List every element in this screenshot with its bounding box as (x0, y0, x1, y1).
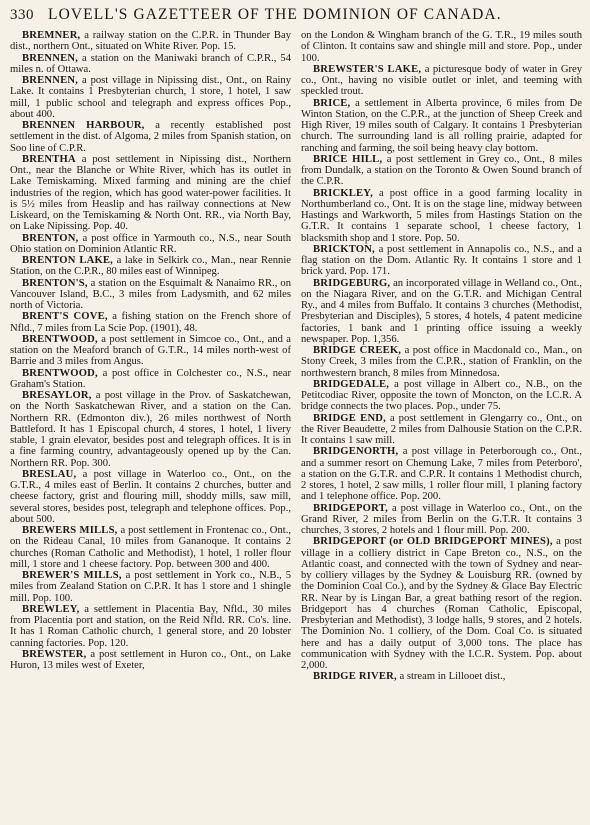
entry-term: BRIDGE CREEK, (313, 345, 402, 356)
page-header (10, 6, 582, 28)
entry-text: a post office in Macdonald co., Man., on Stony Creek, 3 miles from the C.P.R., station of Franklin, on the northwestern branch, 8 miles from Minnedosa. (301, 345, 582, 379)
entry-text: a picturesque body of water in Grey co., Ont., having no visible outlet or inlet, and teeming with speckled trout. (301, 63, 582, 98)
entry-text: a post settlement in York co., N.B., 5 miles from Zealand Station on C.P.R. It has 1 store and 1 shingle mill. Pop. 100. (10, 570, 291, 604)
entry-term: BRIDGEBURG, (313, 277, 391, 289)
entry-term: BREWERS MILLS, (22, 525, 118, 536)
entry-text: on the London & Wingham branch of the G. T.R., 19 miles south of Clinton. It contains saw and shingle mill and store. Pop., under 100. (301, 30, 582, 64)
entry-text: a post office in Colchester co., N.S., near Graham's Station. (10, 367, 291, 390)
gazetteer-entry (10, 311, 291, 334)
entry-term: BRENTON'S, (22, 277, 88, 289)
entry-term: BRIDGEDALE, (313, 378, 390, 390)
entry-text: a stream in Lillooet dist., (396, 671, 506, 683)
gazetteer-entry (10, 75, 291, 120)
gazetteer-entry (10, 255, 291, 278)
gazetteer-entry (301, 671, 582, 682)
gazetteer-entry (10, 278, 291, 312)
gazetteer-entry (301, 413, 582, 447)
gazetteer-entry (10, 649, 291, 672)
entry-term: BRESLAU, (22, 468, 77, 480)
entry-term: BRICKLEY, (313, 187, 373, 199)
entry-term: BRICE HILL, (313, 153, 383, 165)
entry-text: a settlement in Alberta province, 6 miles from De Winton Station, on the C.P.R., at the junction of Sheep Creek and High River, 19 miles south of Calgary. It contains 1 Presbyterian church. The surrounding land is all rolling prairie, adapted for ranching and farming, the soil being heavy clay bottom. (301, 97, 582, 154)
gazetteer-entry (10, 334, 291, 368)
entry-term: BRIDGE RIVER, (313, 671, 397, 683)
entry-text: a fishing station on the French shore of Nfld., 7 miles from La Scie Pop. (1901), 48. (10, 311, 291, 334)
gazetteer-entry (301, 379, 582, 413)
entry-text: a post settlement in Glengarry co., Ont., on the River Beaudette, 2 miles from Dalhousie Station on the C.P.R. It contains 1 saw mill. (301, 412, 582, 446)
entry-term: BRENTHA (22, 153, 76, 165)
gazetteer-entry (10, 233, 291, 256)
gazetteer-entry (10, 30, 291, 53)
entry-term: BRENNEN HARBOUR, (22, 120, 145, 131)
entry-term: BREWSTER'S LAKE, (313, 63, 422, 75)
entry-term: BRIDGENORTH, (313, 446, 399, 458)
left-column (10, 30, 291, 825)
gazetteer-entry (10, 368, 291, 391)
entry-term: BRENTON, (22, 232, 79, 244)
gazetteer-entry (301, 503, 582, 537)
gazetteer-entry (10, 570, 291, 604)
entry-text: a post village in the Prov. of Saskatchewan, on the North Saskatchewan River, and a station on the Can. Northern RR. (Edmonton div.), 26 miles northwest of North Battleford. It has 1 Episcopal church, 4 stores, 1 hotel, 1 livery stable, 1 grain elevator, besides post and telegraph offices. It is in a fine farming country, advantageously opened up by the Can. Northern RR. Pop. 300. (10, 390, 291, 469)
entry-text: a post village in Waterloo co., Ont., on the Grand River, 2 miles from Berlin on the G.T.R. It contains 3 churches, 3 stores, 2 hotels and 1 flour mill. Pop. 200. (301, 502, 582, 536)
entry-term: BRIDGEPORT (or OLD BRIDGEPORT MINES), (313, 536, 553, 548)
entry-term: BRENTWOOD, (22, 333, 98, 345)
entry-text: a railway station on the C.P.R. in Thunder Bay dist., northern Ont., situated on White River. Pop. 15. (10, 30, 291, 53)
gazetteer-entry (301, 446, 582, 502)
entry-text: a post village in Nipissing dist., Ont., on Rainy Lake. It contains 1 Presbyterian church, 1 store, 1 hotel, 1 saw mill, 1 public school and telegraph and express offices Pop., about 400. (10, 75, 291, 120)
gazetteer-entry (301, 188, 582, 244)
gazetteer-entry (10, 604, 291, 649)
entry-term: BREWSTER, (22, 648, 87, 660)
entry-term: BRIDGEPORT, (313, 502, 388, 514)
entry-text: an incorporated village in Welland co., Ont., on the Niagara River, and on the G.T.R. and Michigan Central Ry., and 4 miles from Buffalo. It contains 3 churches (Methodist, Presbyterian and Disciples), 5 stores, 4 hotels, 4 patent medicine factories, 1 bank and 1 printing office issuing a weekly newspaper. Pop. 1,356. (301, 277, 582, 345)
entry-text: a post office in a good farming locality in Northumberland co., Ont. It is on the stage line, midway between Hastings and Warkworth, 5 miles from Hastings Station on the G.T.R. It contains 1 separate school, 1 cheese factory, 1 blacksmith shop and 1 store. Pop. 50. (301, 187, 582, 244)
entry-term: BREWLEY, (22, 603, 80, 615)
entry-term: BRENTON LAKE, (22, 255, 114, 266)
entry-term: BRICKTON, (313, 243, 375, 255)
entry-text: a post settlement in Annapolis co., N.S., and a flag station on the Dom. Atlantic Ry. It contains 1 store and 1 brick yard. Pop. 171. (301, 243, 582, 278)
entry-term: BRENTWOOD, (22, 367, 98, 379)
page-title: LOVELL'S GAZETTEER OF THE DOMINION OF CANADA. (48, 6, 502, 23)
gazetteer-entry (301, 536, 582, 671)
gazetteer-entry (10, 120, 291, 154)
entry-term: BRENNEN, (22, 75, 79, 86)
gazetteer-entry (10, 390, 291, 469)
gazetteer-entry (301, 244, 582, 278)
gazetteer-entry (10, 469, 291, 525)
gazetteer-entry (10, 525, 291, 570)
entry-term: BRIDGE END, (313, 412, 386, 424)
entry-text: a post village in Albert co., N.B., on the Petitcodiac River, opposite the town of Moncton, on the I.C.R. A bridge connects the two places. Pop., under 75. (301, 378, 582, 413)
entry-text: a post settlement in Nipissing dist., Northern Ont., near the Blanche or White River, which has its outlet in Lake Temiskaming. Mixed farming and mining are the chief industries of the region, which has good water-power facilities. It is 5½ miles from Heaslip and has railway connections at New Liskeard, on the Temiskaming & North Ont. RR., via North Bay, on Lake Nipissing. Pop. 40. (10, 153, 291, 233)
entry-text: a station on the Esquimalt & Nanaimo RR., on Vancouver Island, B.C., 3 miles from Ladysmith, and 62 miles north of Victoria. (10, 277, 291, 311)
gazetteer-entry (301, 98, 582, 154)
entry-text: a post village in Peterborough co., Ont., and a summer resort on Chemung Lake, 7 miles from Peterboro', a station on the G.T.R. and C.P.R. It contains 1 Methodist church, 2 stores, 1 hotel, 2 saw mills, 1 roller flour mill, 1 planing factory and 1 telephone office. Pop. 200. (301, 446, 582, 503)
entry-text: a post settlement in Grey co., Ont., 8 miles from Dundalk, a station on the Toronto & Owen Sound branch of the C.P.R. (301, 153, 582, 188)
entry-text: a post settlement in Huron co., Ont., on Lake Huron, 13 miles west of Exeter, (10, 648, 291, 671)
page-number: 330 (10, 7, 34, 23)
gazetteer-entry (301, 64, 582, 98)
right-column (301, 30, 582, 825)
entry-text: a station on the Maniwaki branch of C.P.R., 54 miles n. of Ottawa. (10, 52, 291, 75)
text-columns (10, 30, 582, 825)
entry-text: a post office in Yarmouth co., N.S., near South Ohio station on Dominion Atlantic RR. (10, 232, 291, 255)
entry-text: a post settlement in Frontenac co., Ont., on the Rideau Canal, 10 miles from Gananoque. It contains 2 churches (Roman Catholic and Methodist), 1 hotel, 1 roller flour mill, 1 store and 1 cheese factory. Pop. between 300 and 400. (10, 525, 291, 570)
gazetteer-entry (301, 30, 582, 64)
entry-text: a post village in a colliery district in Cape Breton co., N.S., on the Atlantic coast, and connected with the town of Sydney and near-by colliery villages by the Sydney & Louisburg RR. (owned by the Dominion Coal Co.), and by the Sydney & Glace Bay Electric RR. Near by is Lingan Bar, a great bathing resort of the region. Bridgeport has 4 churches (Roman Catholic, Episcopal, Presbyterian and Methodist), 3 lodge halls, 9 stores, and 2 hotels. The Dominion No. 1 colliery, of the Dom. Coal Co. is situated here and has a daily output of 3,000 tons. The place has communication with Sydney with the I.C.R. System. Pop. about 2,000. (301, 536, 582, 671)
gazetteer-entry (10, 53, 291, 76)
entry-term: BRICE, (313, 97, 351, 109)
entry-term: BRESAYLOR, (22, 390, 92, 401)
entry-text: a recently established post settlement in the dist. of Algoma, 2 miles from Spanish station, on Soo line of C.P.R. (10, 120, 291, 154)
entry-term: BRENNEN, (22, 52, 79, 64)
entry-term: BREWER'S MILLS, (22, 570, 122, 581)
entry-term: BREMNER, (22, 30, 81, 41)
gazetteer-entry (301, 154, 582, 188)
entry-text: a post settlement in Simcoe co., Ont., and a station on the Meaford branch of G.T.R., 14 miles north-west of Barrie and 3 miles from Angus. (10, 333, 291, 368)
gazetteer-entry (10, 154, 291, 233)
entry-text: a lake in Selkirk co., Man., near Rennie Station, on the C.P.R., 80 miles east of Winnipeg. (10, 255, 291, 278)
gazetteer-entry (301, 345, 582, 379)
entry-text: a post village in Waterloo co., Ont., on the G.T.R., 4 miles east of Berlin. It contains 2 churches, butter and cheese factory, grist and flouring mill, shoddy mills, saw mill, several stores, besides post, telegraph and telephone offices. Pop., about 500. (10, 468, 291, 525)
entry-term: BRENT'S COVE, (22, 311, 108, 323)
entry-text: a settlement in Placentia Bay, Nfld., 30 miles from Placentia port and station, on the Reid Nfld. RR. Co's. line. It has 1 Roman Catholic church, 1 general store, and 20 lobster canning factories. Pop. 120. (10, 603, 291, 649)
gazetteer-entry (301, 278, 582, 346)
